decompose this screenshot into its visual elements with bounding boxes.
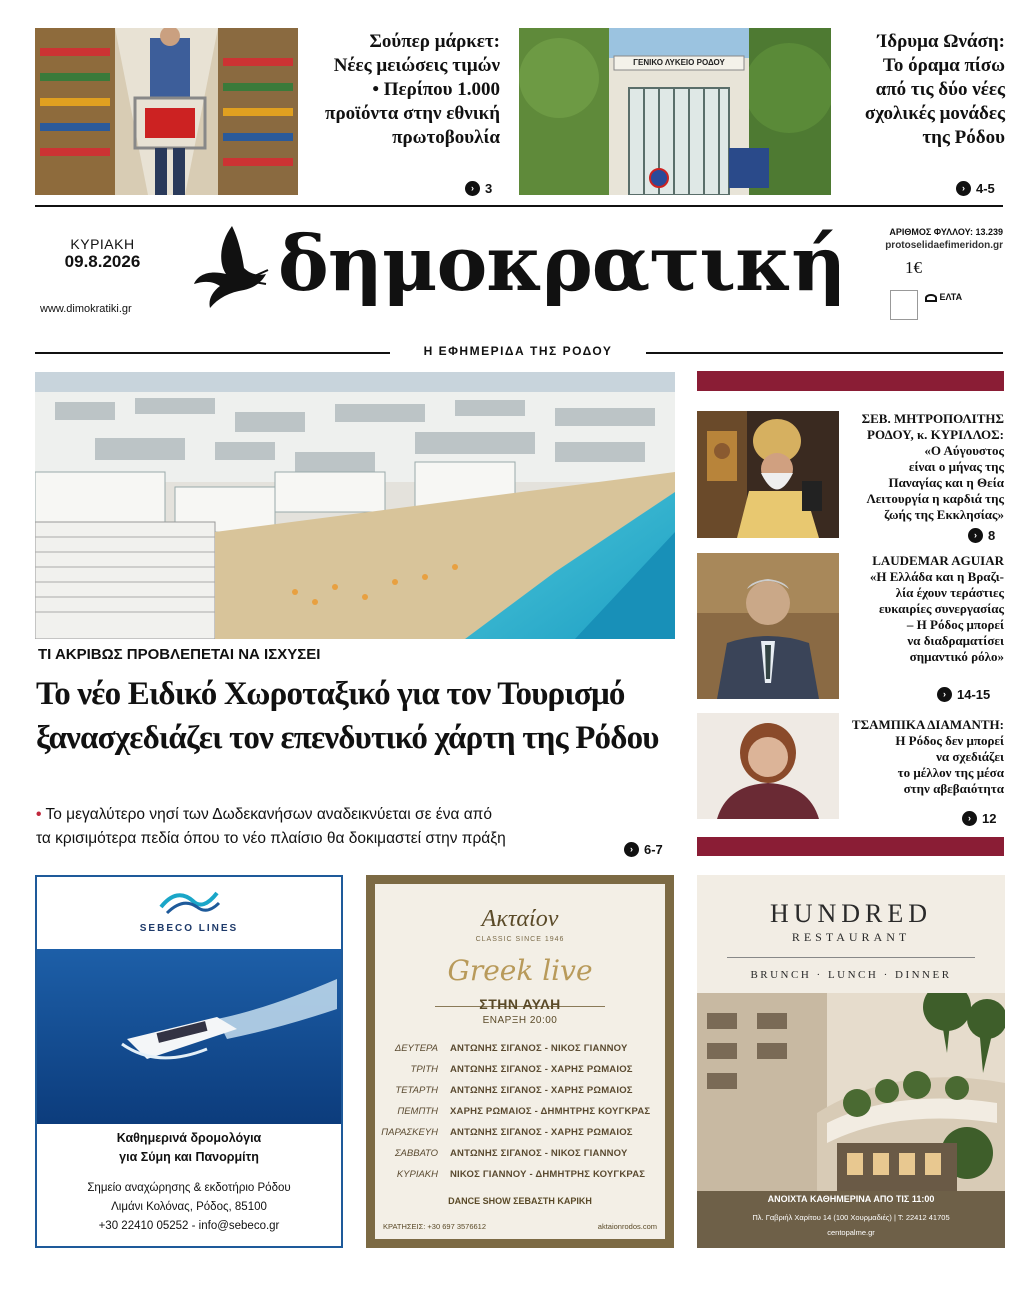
- elta-logo: [925, 292, 962, 302]
- page-number: 12: [982, 811, 997, 826]
- page-number: 3: [485, 181, 493, 196]
- schedule-row: [375, 1143, 665, 1164]
- arrow-icon: ›: [956, 181, 971, 196]
- rhodes-aerial-photo[interactable]: [35, 372, 675, 639]
- metropolitan-photo: [697, 411, 839, 538]
- schedule-row: [375, 1080, 665, 1101]
- aguiar-story[interactable]: [846, 553, 1004, 665]
- school-gate-photo: [519, 28, 831, 195]
- hundred-brand: HUNDRED: [769, 899, 933, 928]
- schedule-day: ΠΑΡΑΣΚΕΥΗ: [381, 1127, 438, 1138]
- subhead-line: Το μεγαλύτερο νησί των Δωδεκανήσων αναδεικνύεται σε ένα από: [45, 806, 492, 823]
- page-ref: [962, 808, 996, 826]
- aktaion-ad[interactable]: [366, 875, 674, 1248]
- schedule-row: [375, 1101, 665, 1122]
- arrow-icon: ›: [465, 181, 480, 196]
- aktaion-panel: [375, 884, 665, 1239]
- quote-line: να διαδραματίσει: [907, 633, 1004, 648]
- newspaper-title: δημοκρατική: [278, 219, 846, 308]
- schedule-artists: ΧΑΡΗΣ ΡΩΜΑΙΟΣ - ΔΗΜΗΤΡΗΣ ΚΟΥΓΚΡΑΣ: [450, 1106, 651, 1117]
- headline-line: πρωτοβουλία: [392, 127, 500, 148]
- quote-line: λία έχουν τεράστιες: [895, 585, 1004, 600]
- hundred-meals: BRUNCH · LUNCH · DINNER: [750, 969, 952, 981]
- headline-line: ξανασχεδιάζει τον επενδυτικό χάρτη της Ρόδου: [36, 720, 659, 756]
- headline-line: Ίδρυμα Ωνάση:: [877, 31, 1005, 52]
- page-number: 4-5: [976, 181, 995, 196]
- restaurant-website[interactable]: centopalme.gr: [827, 1228, 875, 1237]
- sebeco-header: [37, 877, 341, 949]
- ad-line: για Σύμη και Πανορμίτη: [119, 1150, 259, 1164]
- issue-date: 09.8.2026: [64, 252, 141, 271]
- sebeco-ad[interactable]: [35, 875, 343, 1248]
- schedule-artists: ΑΝΤΩΝΗΣ ΣΙΓΑΝΟΣ - ΝΙΚΟΣ ΓΙΑΝΝΟΥ: [450, 1148, 628, 1159]
- schedule-day: ΔΕΥΤΕΡΑ: [394, 1043, 438, 1054]
- page-number: 6-7: [644, 842, 663, 857]
- speaker-line: ΣΕΒ. ΜΗΤΡΟΠΟΛΙΤΗΣ: [861, 411, 1004, 426]
- dance-show: DANCE SHOW ΣΕΒΑΣΤΗ ΚΑΡΙΚΗ: [448, 1196, 592, 1206]
- schedule-list: [375, 1038, 665, 1185]
- arrow-icon: ›: [968, 528, 983, 543]
- quote-line: στην αβεβαιότητα: [903, 781, 1004, 796]
- page-number: 8: [988, 528, 996, 543]
- onassis-headline[interactable]: [840, 30, 1005, 150]
- page-ref: [968, 525, 995, 543]
- divider: [35, 352, 390, 354]
- speaker-line: LAUDEMAR AGUIAR: [872, 553, 1004, 568]
- schedule-day: ΤΡΙΤΗ: [410, 1064, 438, 1075]
- schedule-row: [375, 1038, 665, 1059]
- elta-bird-icon: [925, 294, 937, 302]
- headline-line: Το νέο Ειδικό Χωροταξικό για τον Τουρισμό: [36, 676, 625, 712]
- schedule-artists: ΑΝΤΩΝΗΣ ΣΙΓΑΝΟΣ - ΧΑΡΗΣ ΡΩΜΑΙΟΣ: [450, 1085, 633, 1096]
- price: 1€: [905, 258, 922, 277]
- metropolitan-story[interactable]: [846, 411, 1004, 523]
- schedule-row: [375, 1122, 665, 1143]
- quote-line: Παναγίας και η Θεία: [888, 475, 1004, 490]
- headline-line: Το όραμα πίσω: [882, 55, 1005, 76]
- sebeco-contact: [37, 1179, 341, 1236]
- sebeco-brand: SEBECO LINES: [139, 923, 239, 934]
- headline-line: από τις δύο νέες: [875, 79, 1005, 100]
- sebeco-routes: [37, 1129, 341, 1167]
- quote-line: Η Ρόδος δεν μπορεί: [895, 733, 1004, 748]
- quote-line: ζωής της Εκκλησίας»: [884, 507, 1004, 522]
- weekday: ΚΥΡΙΑΚΗ: [70, 236, 135, 252]
- headline-line: της Ρόδου: [922, 127, 1005, 148]
- hundred-footer: [697, 1191, 1005, 1248]
- schedule-artists: ΑΝΤΩΝΗΣ ΣΙΓΑΝΟΣ - ΝΙΚΟΣ ΓΙΑΝΝΟΥ: [450, 1043, 628, 1054]
- schedule-artists: ΝΙΚΟΣ ΓΙΑΝΝΟΥ - ΔΗΜΗΤΡΗΣ ΚΟΥΓΚΡΑΣ: [450, 1169, 646, 1180]
- school-sign: ΓΕΝΙΚΟ ΛΥΚΕΙΟ ΡΟΔΟΥ: [633, 58, 725, 67]
- quote-line: σημαντικό ρόλο»: [909, 649, 1004, 664]
- schedule-artists: ΑΝΤΩΝΗΣ ΣΙΓΑΝΟΣ - ΧΑΡΗΣ ΡΩΜΑΙΟΣ: [450, 1127, 633, 1138]
- lead-kicker: ΤΙ ΑΚΡΙΒΩΣ ΠΡΟΒΛΕΠΕΤΑΙ ΝΑ ΙΣΧΥΣΕΙ: [38, 646, 321, 663]
- hundred-sub: RESTAURANT: [791, 930, 911, 944]
- start-time: ΕΝΑΡΞΗ 20:00: [482, 1015, 558, 1026]
- arrow-icon: ›: [937, 687, 952, 702]
- headline-line: Σούπερ μάρκετ:: [369, 31, 500, 52]
- schedule-day: ΠΕΜΠΤΗ: [397, 1106, 438, 1117]
- schedule-day: ΤΕΤΑΡΤΗ: [395, 1085, 438, 1096]
- quote-line: το μέλλον της μέσα: [897, 765, 1004, 780]
- headline-line: Νέες μειώσεις τιμών: [333, 55, 500, 76]
- arrow-icon: ›: [624, 842, 639, 857]
- supermarket-headline[interactable]: [305, 30, 500, 150]
- schedule-day: ΣΑΒΒΑΤΟ: [394, 1148, 438, 1159]
- source-site[interactable]: protoselidaefimeridon.gr: [885, 240, 1003, 251]
- page-ref: [465, 178, 492, 196]
- diamanti-photo: [697, 713, 839, 819]
- booking-phone: ΚΡΑΤΗΣΕΙΣ: +30 697 3576612: [383, 1222, 487, 1231]
- page-ref: [956, 178, 995, 196]
- divider: [727, 957, 975, 958]
- sidebar-top-bar: [697, 371, 1004, 391]
- ad-line: Σημείο αναχώρησης & εκδοτήριο Ρόδου: [87, 1182, 291, 1194]
- page-ref: [624, 839, 663, 857]
- speaker-line: ΡΟΔΟΥ, κ. ΚΥΡΙΛΛΟΣ:: [867, 427, 1004, 442]
- opening-hours: ΑΝΟΙΧΤΑ ΚΑΘΗΜΕΡΙΝΑ ΑΠΟ ΤΙΣ 11:00: [767, 1194, 935, 1204]
- issue-number: ΑΡΙΘΜΟΣ ΦΥΛΛΟΥ: 13.239: [889, 227, 1003, 237]
- quote-line: να σχεδιάζει: [936, 749, 1004, 764]
- wave-logo-icon: [157, 883, 221, 917]
- quote-line: Λειτουργία η καρδιά της: [866, 491, 1004, 506]
- website-link[interactable]: www.dimokratiki.gr: [40, 303, 132, 315]
- ad-line: Λιμάνι Κολόνας, Ρόδος, 85100: [111, 1201, 267, 1213]
- quote-line: «Η Ελλάδα και η Βραζι-: [869, 569, 1004, 584]
- aktaion-website[interactable]: aktaionrodos.com: [597, 1222, 657, 1231]
- headline-line: προϊόντα στην εθνική: [325, 103, 500, 124]
- sidebar-bottom-bar: [697, 837, 1004, 856]
- aktaion-since: CLASSIC SINCE 1946: [475, 936, 565, 943]
- quote-line: είναι ο μήνας της: [908, 459, 1004, 474]
- dove-logo-icon: [190, 222, 270, 310]
- quote-line: – Η Ρόδος μπορεί: [906, 617, 1004, 632]
- issue-date-block: [40, 236, 165, 272]
- schedule-day: ΚΥΡΙΑΚΗ: [396, 1169, 438, 1180]
- headline-line: • Περίπου 1.000: [372, 79, 500, 100]
- ad-line: Καθημερινά δρομολόγια: [116, 1131, 262, 1145]
- lead-subhead: [36, 803, 676, 851]
- ferry-photo: [37, 949, 341, 1124]
- arrow-icon: ›: [962, 811, 977, 826]
- lead-headline[interactable]: [36, 672, 676, 760]
- schedule-row: [375, 1059, 665, 1080]
- subhead-line: τα κρισιμότερα πεδία όπου το νέο πλαίσιο θα δοκιμαστεί στην πράξη: [36, 830, 506, 847]
- quote-line: ευκαιρίες συνεργασίας: [878, 601, 1004, 616]
- restaurant-photo: [697, 993, 1005, 1191]
- quote-line: «Ο Αύγουστος: [924, 443, 1004, 458]
- tagline: Η ΕΦΗΜΕΡΙΔΑ ΤΗΣ ΡΟΔΟΥ: [423, 344, 613, 358]
- page-number: 14-15: [957, 687, 991, 702]
- greek-live-title: Greek live: [447, 954, 593, 987]
- bullet-icon: •: [36, 806, 42, 823]
- divider: [646, 352, 1003, 354]
- hundred-ad[interactable]: [697, 875, 1005, 1248]
- restaurant-address: Πλ. Γαβριήλ Χαρίτου 14 (100 Χουρμαδιές) | Τ: 22412 41705: [752, 1213, 950, 1222]
- venue-label: ΣΤΗΝ ΑΥΛΗ: [479, 996, 561, 1012]
- schedule-artists: ΑΝΤΩΝΗΣ ΣΙΓΑΝΟΣ - ΧΑΡΗΣ ΡΩΜΑΙΟΣ: [450, 1064, 633, 1075]
- ad-line: +30 22410 05252 - info@sebeco.gr: [98, 1220, 280, 1232]
- schedule-row: [375, 1164, 665, 1185]
- aguiar-photo: [697, 553, 839, 699]
- aktaion-brand: Ακταίον: [481, 906, 559, 932]
- headline-line: σχολικές μονάδες: [864, 103, 1005, 124]
- diamanti-story[interactable]: [846, 717, 1004, 797]
- page-ref: [937, 684, 990, 702]
- speaker-line: ΤΣΑΜΠΙΚΑ ΔΙΑΜΑΝΤΗ:: [851, 717, 1004, 732]
- elta-label: ΕΛΤΑ: [939, 292, 963, 302]
- postal-stamp-icon: [890, 290, 918, 320]
- supermarket-photo: [35, 28, 298, 195]
